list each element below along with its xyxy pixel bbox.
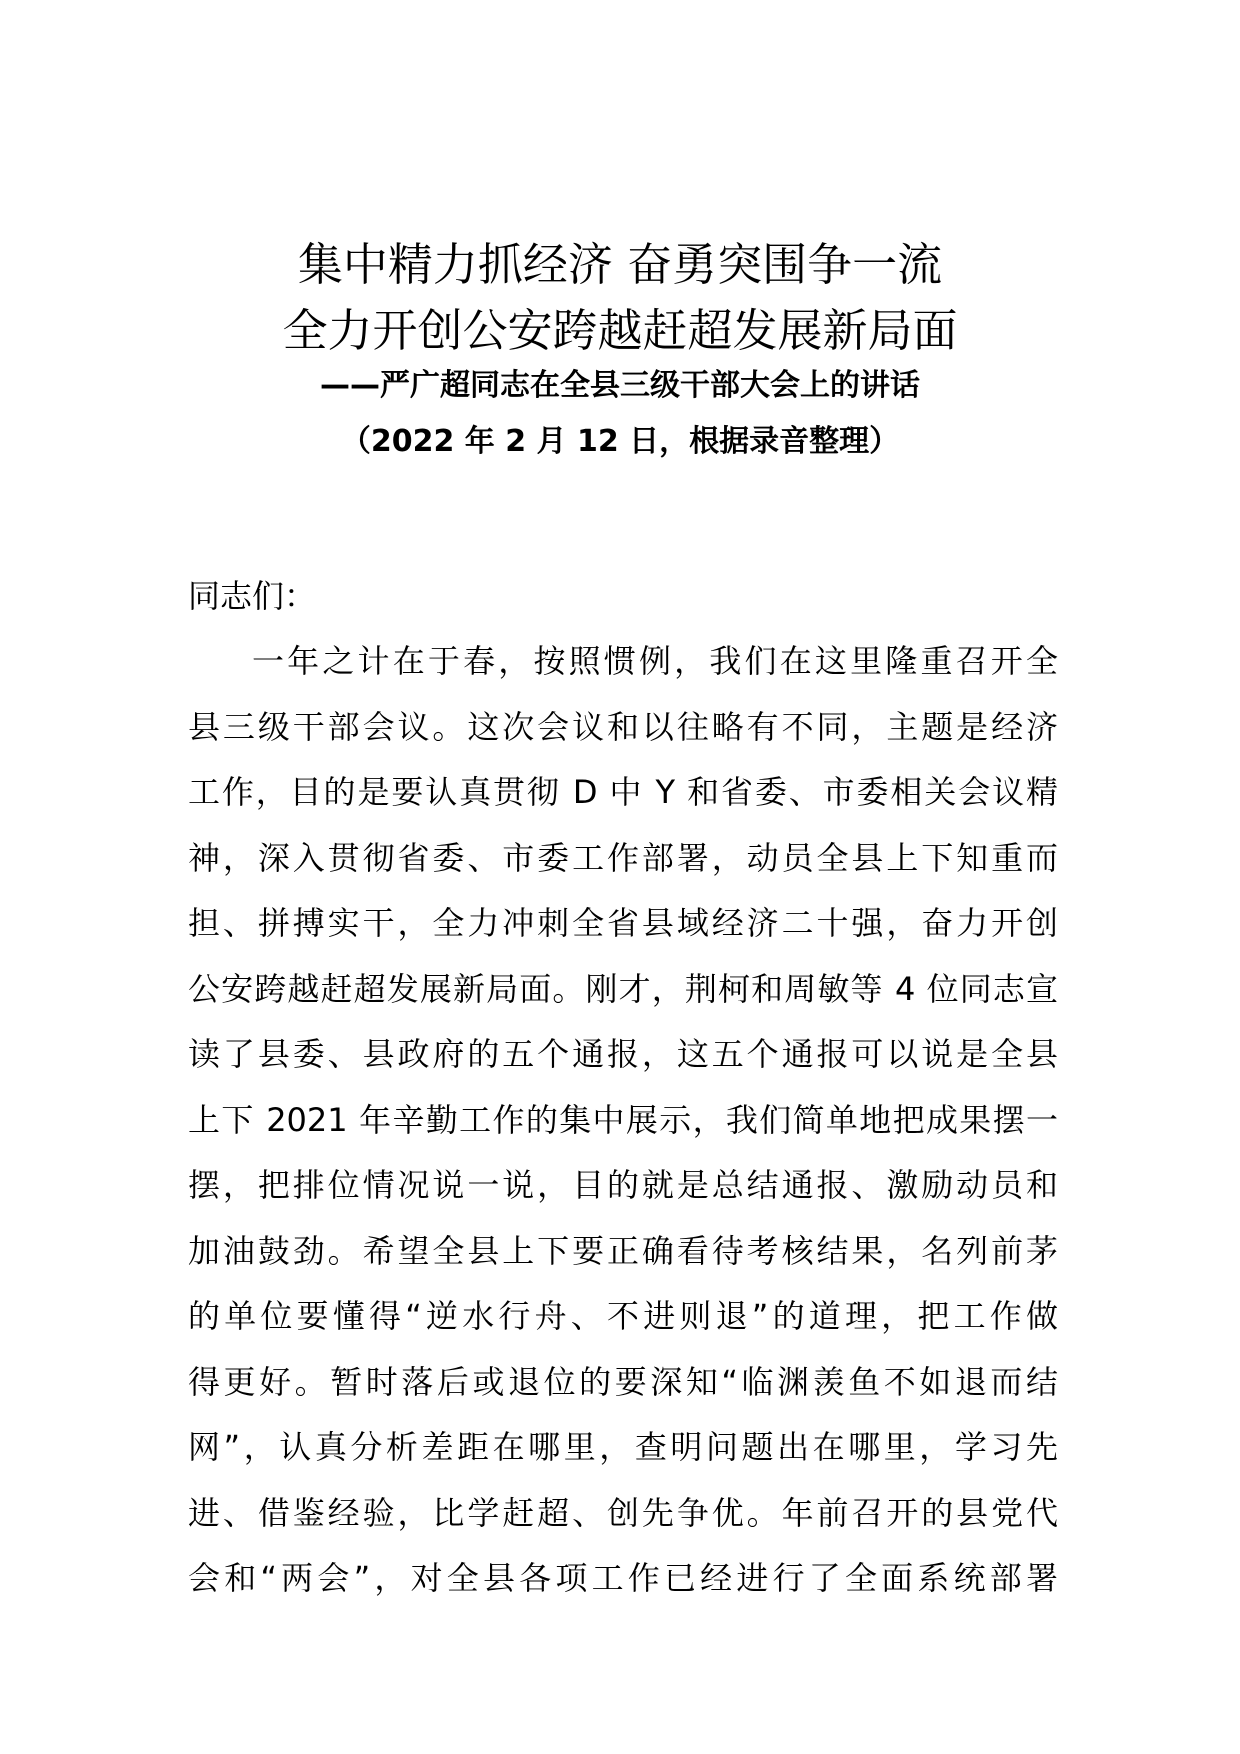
main-title-line-1: 集中精力抓经济 奋勇突围争一流 bbox=[297, 238, 943, 291]
body-line: 读了县委、县政府的五个通报，这五个通报可以说是全县 bbox=[188, 1035, 1058, 1073]
body-line: 进、借鉴经验，比学赶超、创先争优。年前召开的县党代 bbox=[188, 1493, 1058, 1532]
speech-body bbox=[188, 563, 1058, 1612]
body-line: 上下 2021 年辛勤工作的集中展示，我们简单地把成果摆一 bbox=[188, 1100, 1058, 1139]
body-line: 的单位要懂得“逆水行舟、不进则退”的道理，把工作做 bbox=[188, 1297, 1058, 1335]
body-line: 一年之计在于春，按照惯例，我们在这里隆重召开全 bbox=[252, 642, 1058, 680]
speech-subtitle: ——严广超同志在全县三级干部大会上的讲话 bbox=[320, 368, 920, 403]
body-line: 担、拼搏实干，全力冲刺全省县域经济二十强，奋力开创 bbox=[188, 904, 1058, 942]
body-line: 网”，认真分析差距在哪里，查明问题出在哪里，学习先 bbox=[188, 1428, 1058, 1466]
salutation: 同志们： bbox=[188, 577, 317, 615]
body-line: 神，深入贯彻省委、市委工作部署，动员全县上下知重而 bbox=[188, 838, 1058, 877]
main-title-line-2: 全力开创公安跨越赶超发展新局面 bbox=[282, 304, 958, 357]
body-line: 县三级干部会议。这次会议和以往略有不同，主题是经济 bbox=[188, 707, 1058, 746]
title-block bbox=[0, 232, 1240, 462]
body-line: 工作，目的是要认真贯彻 D 中 Y 和省委、市委相关会议精 bbox=[188, 773, 1058, 811]
body-line: 公安跨越赶超发展新局面。刚才，荆柯和周敏等 4 位同志宣 bbox=[188, 969, 1058, 1008]
body-line: 得更好。暂时落后或退位的要深知“临渊羡鱼不如退而结 bbox=[188, 1362, 1058, 1401]
speech-dateline: （2022 年 2 月 12 日，根据录音整理） bbox=[340, 424, 900, 459]
body-line: 摆，把排位情况说一说，目的就是总结通报、激励动员和 bbox=[188, 1166, 1058, 1204]
body-line: 加油鼓劲。希望全县上下要正确看待考核结果，名列前茅 bbox=[188, 1231, 1058, 1270]
body-line: 会和“两会”，对全县各项工作已经进行了全面系统部署 bbox=[188, 1559, 1058, 1597]
